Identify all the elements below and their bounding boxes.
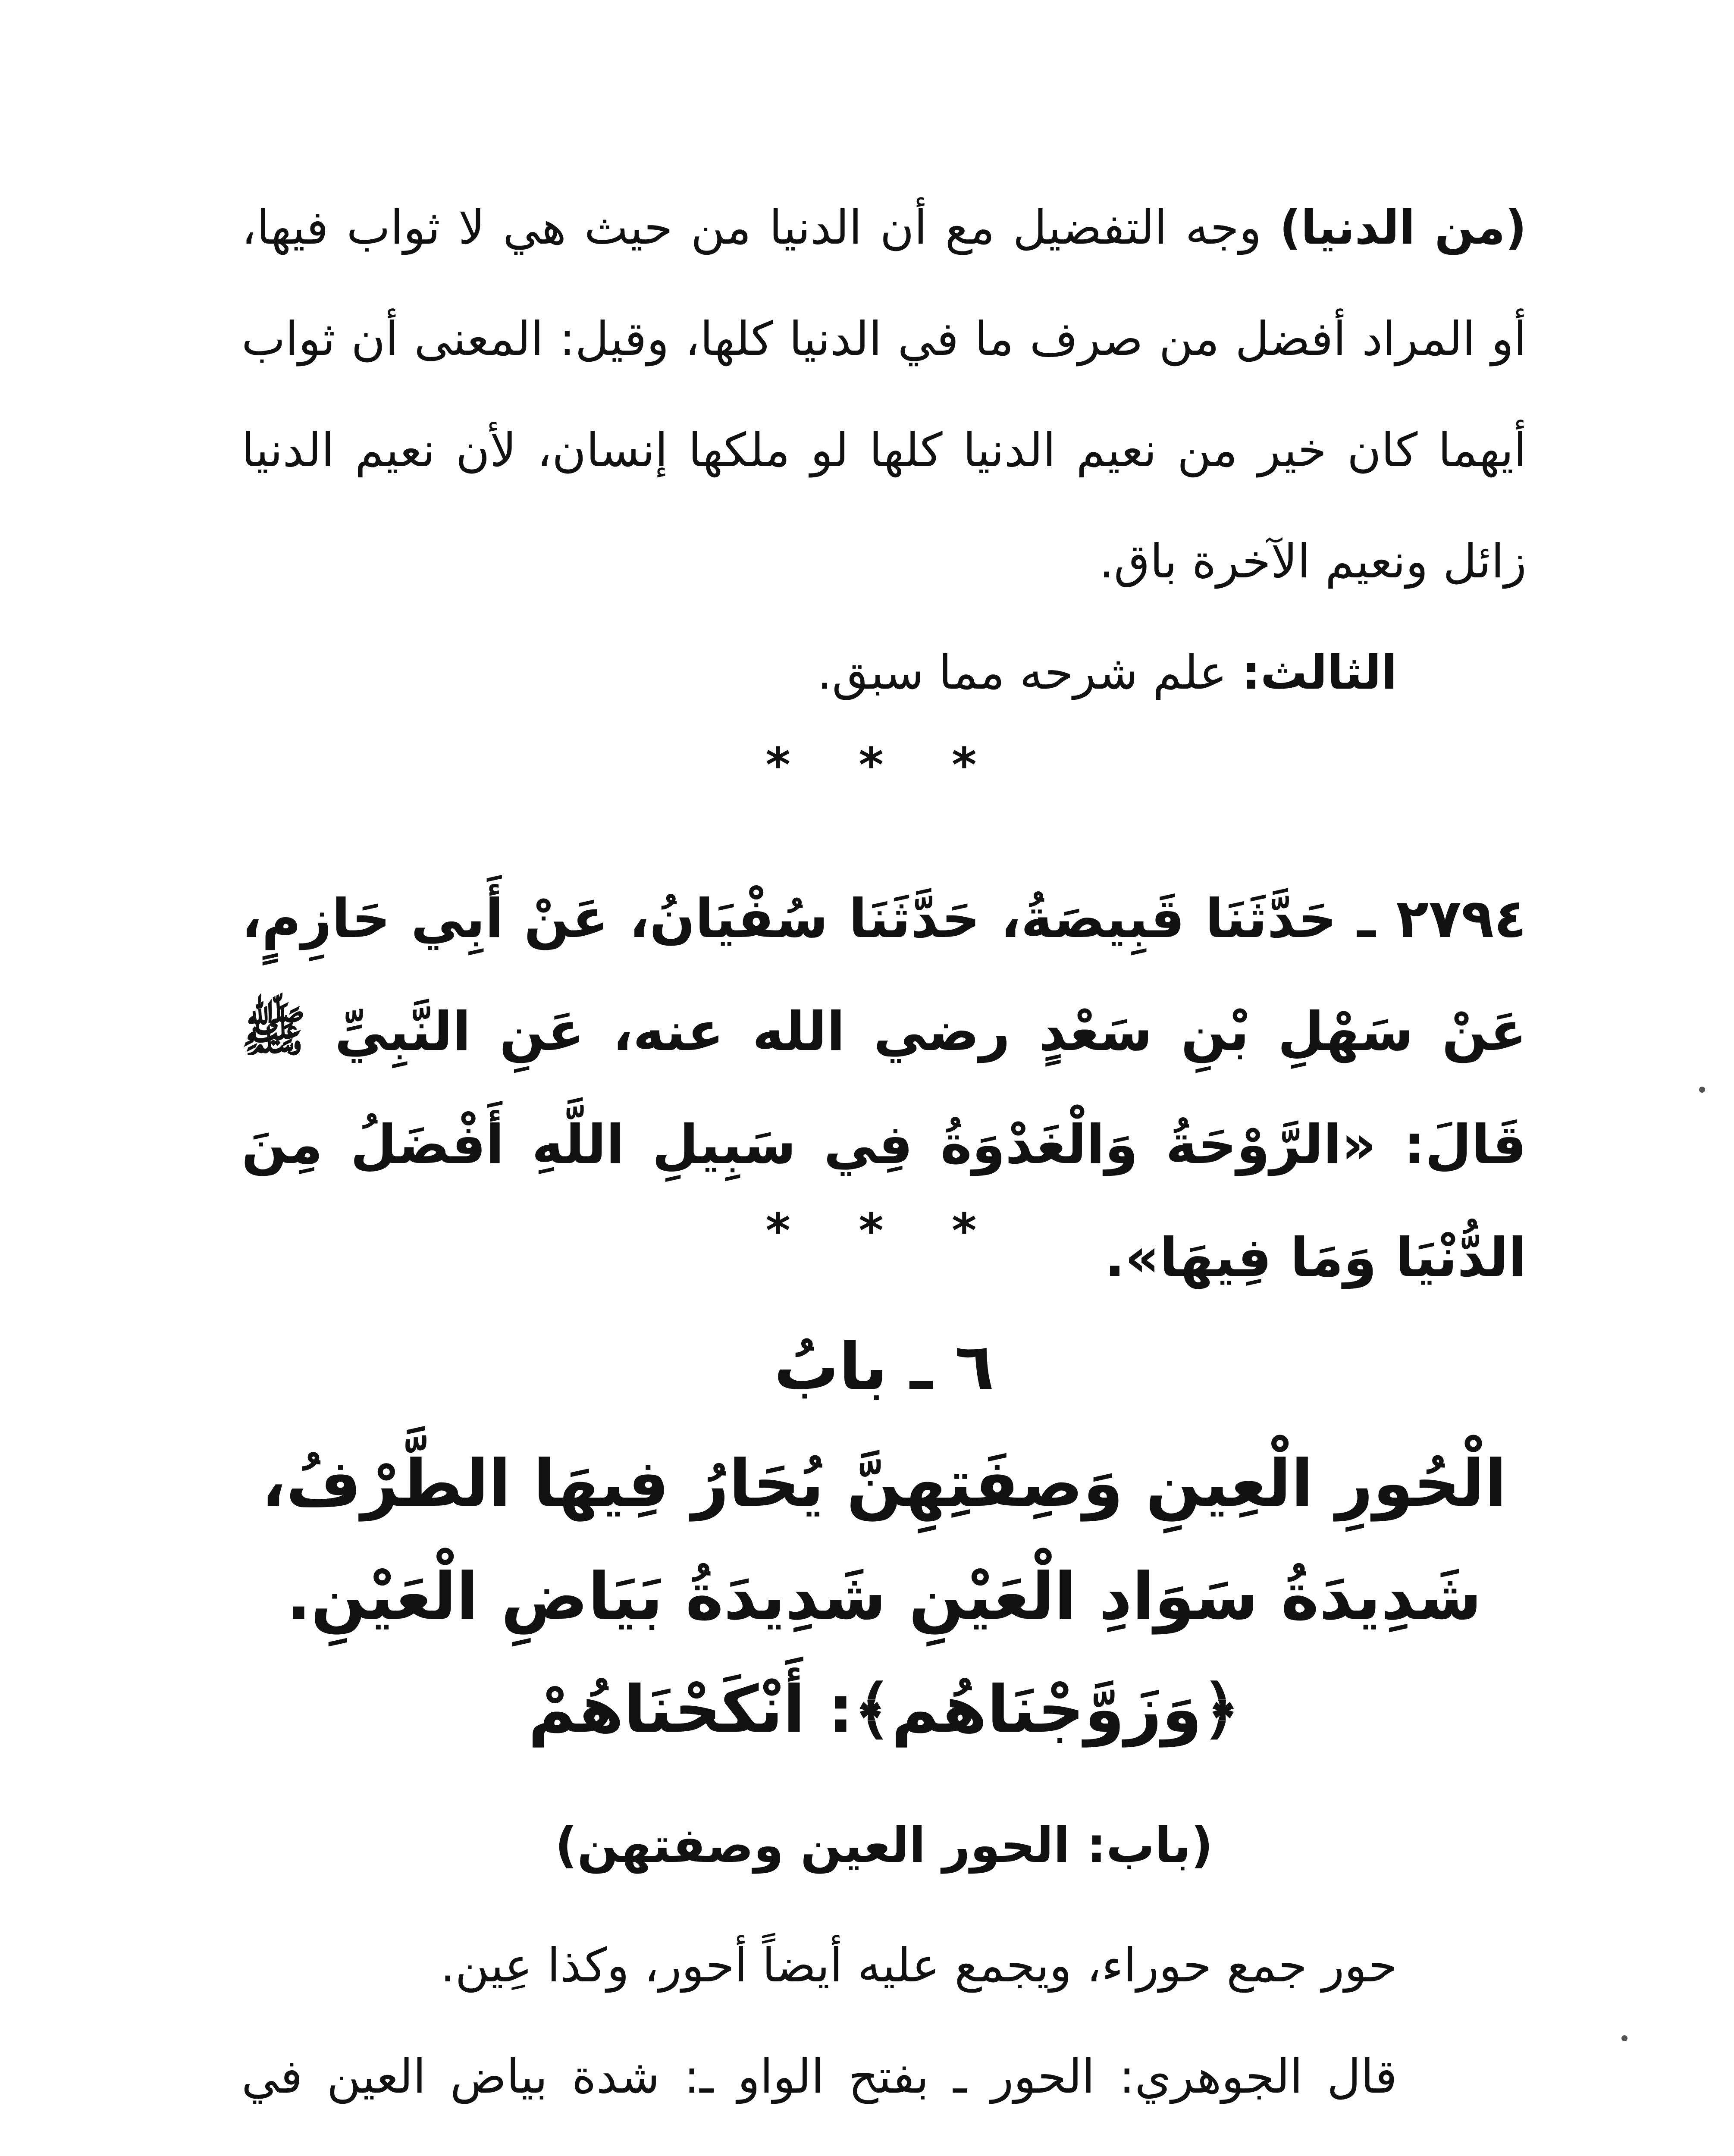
commentary-text: وجه التفضيل مع أن الدنيا من حيث هي لا ثواب فيها، أو المراد أفضل من صرف ما في الدنيا كلها، وقيل: المعنى أن ثواب أيهما كان خير من نعيم الدنيا كلها لو ملكها إنسان، لأن نعيم الدنيا زائل ونعيم الآخرة باق. (241, 201, 1527, 589)
chapter-title-line-2: شَدِيدَةُ سَوَادِ الْعَيْنِ شَدِيدَةُ بَيَاضِ الْعَيْنِ. (286, 1559, 1482, 1634)
separator-stars: * * * (765, 1203, 1003, 1258)
commentary-top (241, 172, 1527, 729)
scan-speck (1699, 1087, 1705, 1093)
chapter-title-line-1: الْحُورِ الْعِينِ وَصِفَتِهِنَّ يُحَارُ فِيهَا الطَّرْفُ، (261, 1446, 1507, 1521)
third-point-label: الثالث: (1242, 646, 1397, 700)
commentary-line: قال الجوهري: الحور ـ بفتح الواو ـ: شدة بياض العين في (241, 2050, 1397, 2104)
third-point (241, 617, 1527, 729)
scan-speck (1621, 2035, 1627, 2041)
commentary-bottom (241, 1910, 1527, 2156)
third-point-text: علم شرحه مما سبق. (817, 646, 1242, 700)
hadith-text: ٢٧٩٤ ـ حَدَّثَنَا قَبِيصَةُ، حَدَّثَنَا سُفْيَانُ، عَنْ أَبِي حَازِمٍ، عَنْ سَهْلِ بْنِ سَعْدٍ رضي الله عنه، عَنِ النَّبِيِّ ﷺ قَالَ: «الرَّوْحَةُ وَالْغَدْوَةُ فِي سَبِيلِ اللَّهِ أَفْضَلُ مِنَ الدُّنْيَا وَمَا فِيهَا». (241, 888, 1527, 1289)
separator-stars: * * * (765, 737, 1003, 793)
chapter-number: ٦ ـ بابُ (774, 1329, 994, 1404)
commentary-lemma: (من الدنيا) (1279, 201, 1527, 255)
commentary-heading: (باب: الحور العين وصفتهن) (555, 1818, 1213, 1874)
commentary-line: حور جمع حوراء، ويجمع عليه أيضاً أحور، وكذا عِين. (440, 1939, 1397, 1993)
chapter-title-line-3: ﴿وَزَوَّجْنَاهُم﴾: أَنْكَحْنَاهُمْ (528, 1672, 1240, 1747)
commentary-paragraph (241, 172, 1527, 617)
